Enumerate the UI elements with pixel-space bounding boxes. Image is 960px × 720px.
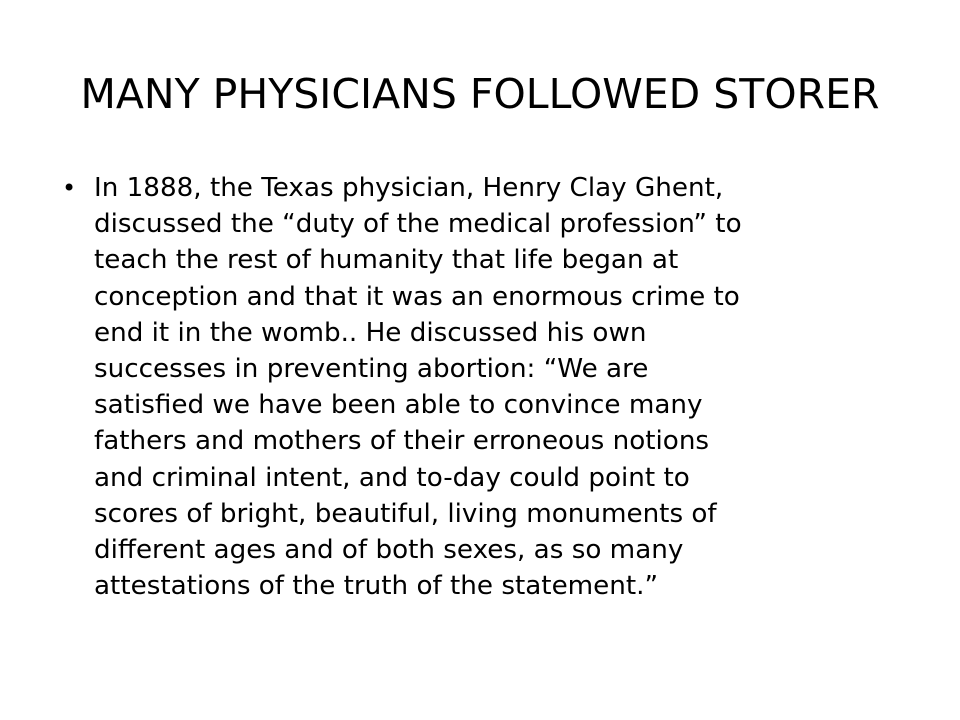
bullet-text-line: In 1888, the Texas physician, Henry Clay Ghent, [94,173,724,203]
bullet-text-line: teach the rest of humanity that life began at [94,245,679,276]
bullet-text-line: and criminal intent, and to-day could point to [94,462,690,493]
bullet-text-line: end it in the womb.. He discussed his own [94,317,647,348]
bullet-list [62,170,882,604]
bullet-text-line: fathers and mothers of their erroneous notions [94,426,710,457]
bullet-item [62,170,882,604]
bullet-text-line: discussed the “duty of the medical profession” to [94,209,742,240]
bullet-text-line: different ages and of both sexes, as so many [94,535,684,566]
bullet-icon: • [62,174,77,202]
slide-title: MANY PHYSICIANS FOLLOWED STORER [80,70,880,118]
bullet-text-line: successes in preventing abortion: “We are [94,354,649,385]
bullet-text-line: conception and that it was an enormous crime to [94,281,740,312]
bullet-text-line: attestations of the truth of the statement.” [94,571,659,602]
bullet-text-line: scores of bright, beautiful, living monuments of [94,498,717,529]
bullet-text-line: satisfied we have been able to convince many [94,390,703,421]
